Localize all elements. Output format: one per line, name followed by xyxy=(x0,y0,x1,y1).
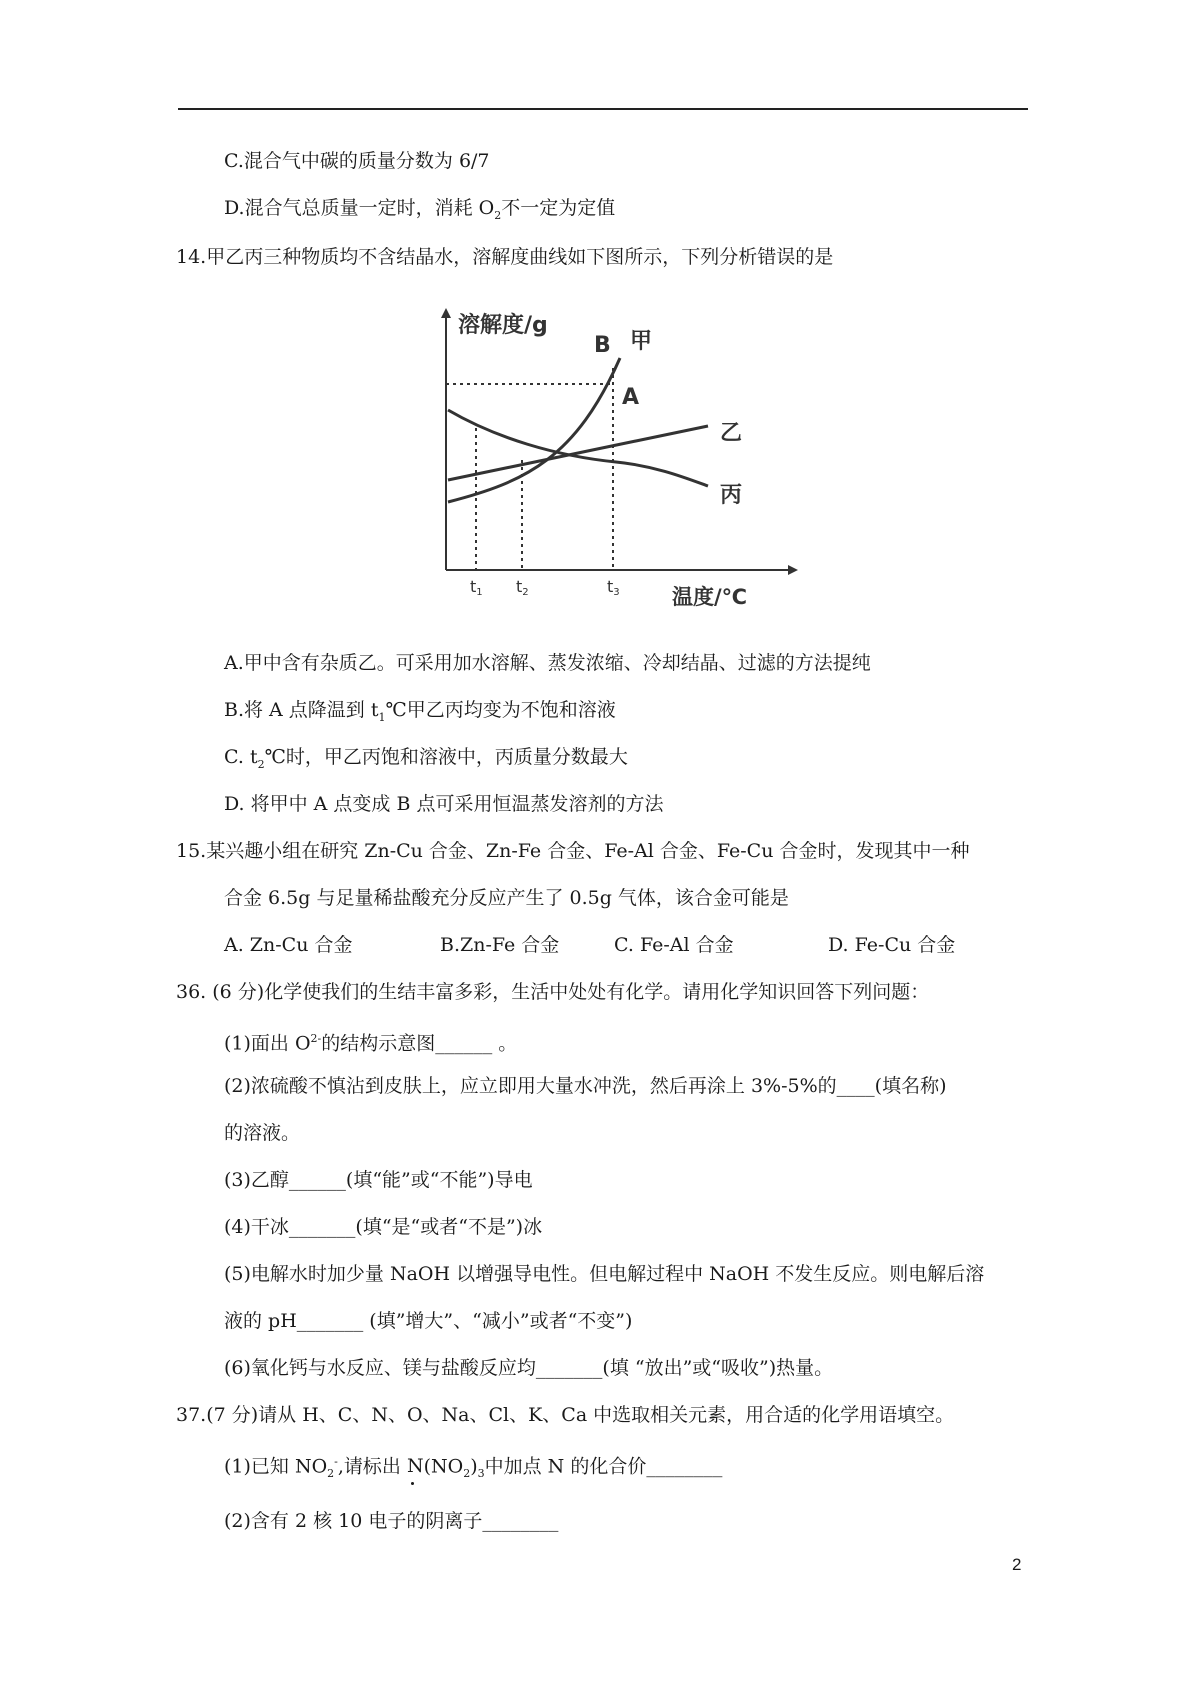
q37-part2: (2)含有 2 核 10 电子的阴离子________ xyxy=(224,1510,559,1532)
y-axis-label: 溶解度/g xyxy=(458,313,548,338)
q13-option-d: D.混合气总质量一定时，消耗 $O_2$不一定为定值 xyxy=(224,197,616,222)
q36-part6: (6)氧化钙与水反应、镁与盐酸反应均_______(填 “放出”或“吸收”)热量。 xyxy=(224,1357,834,1379)
dotted-n: N xyxy=(406,1455,424,1478)
q36-part2-line1: (2)浓硫酸不慎沾到皮肤上，应立即用大量水冲洗，然后再涂上 3%-5%的____(填名称) xyxy=(224,1075,947,1097)
q36-part3: (3)乙醇______(填“能”或“不能”)导电 xyxy=(224,1169,533,1191)
q37-part1: (1)已知 $NO_2^-$,请标出 $N(NO_2)_3$中加点 N 的化合价________ xyxy=(224,1455,723,1481)
series-label-yi: 乙 xyxy=(720,421,743,446)
header-rule xyxy=(178,108,1028,110)
point-label-a: A xyxy=(622,385,640,410)
q36-part5-line2: 液的 pH_______ (填”增大”、“减小”或者“不变”) xyxy=(224,1310,633,1332)
x-axis-arrow xyxy=(788,565,798,575)
q15-option-b: B.Zn-Fe 合金 xyxy=(440,934,560,956)
q14-option-c: C. $t_2℃$时，甲乙丙饱和溶液中，丙质量分数最大 xyxy=(224,746,628,771)
x-axis-label: 温度/℃ xyxy=(672,585,748,608)
q13-option-c: C.混合气中碳的质量分数为 6/7 xyxy=(224,150,490,172)
q15-option-c: C. Fe-Al 合金 xyxy=(614,934,734,956)
q14-stem: 14.甲乙丙三种物质均不含结晶水，溶解度曲线如下图所示，下列分析错误的是 xyxy=(176,246,834,268)
q36-part2-line2: 的溶液。 xyxy=(224,1122,301,1144)
tick-t1: t1 xyxy=(470,577,483,598)
solubility-chart xyxy=(436,308,816,608)
q14-option-a: A.甲中含有杂质乙。可采用加水溶解、蒸发浓缩、冷却结晶、过滤的方法提纯 xyxy=(224,652,871,674)
point-label-b: B xyxy=(594,333,611,358)
q15-stem-line1: 15.某兴趣小组在研究 Zn-Cu 合金、Zn-Fe 合金、Fe-Al 合金、Fe-Cu 合金时，发现其中一种 xyxy=(176,840,970,862)
tick-t3: t3 xyxy=(607,577,620,598)
q15-option-a: A. Zn-Cu 合金 xyxy=(224,934,353,956)
page-number: 2 xyxy=(1012,1555,1022,1574)
series-bing-line xyxy=(448,410,708,486)
q15-option-d: D. Fe-Cu 合金 xyxy=(828,934,956,956)
q14-option-d: D. 将甲中 A 点变成 B 点可采用恒温蒸发溶剂的方法 xyxy=(224,793,664,815)
q36-stem: 36. (6 分)化学使我们的生结丰富多彩，生活中处处有化学。请用化学知识回答下列问题： xyxy=(176,981,930,1003)
q37-stem: 37.(7 分)请从 H、C、N、O、Na、Cl、K、Ca 中选取相关元素，用合适的化学用语填空。 xyxy=(176,1404,955,1426)
series-label-bing: 丙 xyxy=(720,483,743,508)
q36-part1: (1)面出 $O^{2-}$的结构示意图______ 。 xyxy=(224,1032,518,1055)
tick-t2: t2 xyxy=(516,577,529,598)
series-label-jia: 甲 xyxy=(630,329,653,354)
y-axis-arrow xyxy=(441,308,451,318)
q36-part5-line1: (5)电解水时加少量 NaOH 以增强导电性。但电解过程中 NaOH 不发生反应。则电解后溶 xyxy=(224,1263,985,1285)
series-jia-line xyxy=(448,358,620,502)
q14-option-b: B.将 A 点降温到 $t_1℃$甲乙丙均变为不饱和溶液 xyxy=(224,699,616,724)
q15-stem-line2: 合金 6.5g 与足量稀盐酸充分反应产生了 0.5g 气体，该合金可能是 xyxy=(224,887,789,909)
q36-part4: (4)干冰_______(填“是“或者“不是”)冰 xyxy=(224,1216,543,1238)
